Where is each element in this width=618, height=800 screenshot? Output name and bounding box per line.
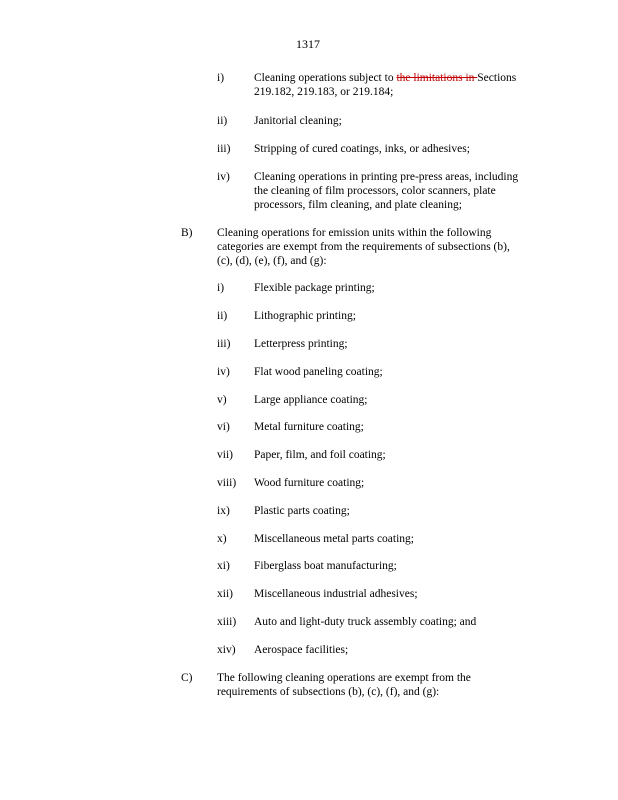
item-marker: xiv) bbox=[217, 644, 236, 656]
section-text-line: Cleaning operations for emission units within the following bbox=[217, 227, 492, 239]
deleted-text: the limitations in bbox=[396, 72, 478, 84]
section-text-line: categories are exempt from the requirements of subsections (b), bbox=[217, 241, 510, 253]
item-marker: v) bbox=[217, 394, 227, 406]
item-text: Metal furniture coating; bbox=[254, 421, 364, 433]
item-marker: xi) bbox=[217, 560, 230, 572]
item-text: Aerospace facilities; bbox=[254, 644, 349, 656]
item-marker: vi) bbox=[217, 421, 230, 433]
section-text-line: The following cleaning operations are exempt from the bbox=[217, 672, 471, 684]
item-marker: xiii) bbox=[217, 616, 237, 628]
item-text-line: Janitorial cleaning; bbox=[254, 115, 342, 127]
item-text: Miscellaneous industrial adhesives; bbox=[254, 588, 418, 600]
item-text-line bbox=[254, 72, 516, 85]
item-text: Flat wood paneling coating; bbox=[254, 366, 383, 378]
item-marker: iii) bbox=[217, 338, 231, 350]
item-marker: iv) bbox=[217, 366, 230, 378]
item-marker: ix) bbox=[217, 505, 230, 517]
item-marker: vii) bbox=[217, 449, 233, 461]
item-text: Miscellaneous metal parts coating; bbox=[254, 533, 414, 545]
section-marker: B) bbox=[181, 227, 193, 239]
item-text-line: Cleaning operations in printing pre-press areas, including bbox=[254, 171, 519, 183]
section-text-line: requirements of subsections (b), (c), (f), and (g): bbox=[217, 686, 440, 698]
item-text-end: Sections bbox=[477, 72, 517, 84]
item-text-start: Cleaning operations subject to bbox=[254, 72, 397, 84]
item-marker: ii) bbox=[217, 310, 228, 322]
item-marker: i) bbox=[217, 282, 225, 294]
item-marker: viii) bbox=[217, 477, 237, 489]
item-text-line: processors, film cleaning, and plate cleaning; bbox=[254, 199, 462, 211]
page-number: 1317 bbox=[296, 37, 320, 51]
item-marker: iv) bbox=[217, 171, 230, 183]
item-marker: i) bbox=[217, 72, 225, 84]
item-text: Fiberglass boat manufacturing; bbox=[254, 560, 397, 572]
item-marker: x) bbox=[217, 533, 227, 545]
item-text-line: the cleaning of film processors, color scanners, plate bbox=[254, 185, 496, 197]
section-text-line: (c), (d), (e), (f), and (g): bbox=[217, 255, 327, 267]
item-text: Lithographic printing; bbox=[254, 310, 356, 322]
item-text: Letterpress printing; bbox=[254, 338, 348, 350]
item-marker: ii) bbox=[217, 115, 228, 127]
item-marker: xii) bbox=[217, 588, 233, 600]
item-text: Large appliance coating; bbox=[254, 394, 368, 406]
item-marker: iii) bbox=[217, 143, 231, 155]
item-text: Auto and light-duty truck assembly coating; and bbox=[254, 616, 477, 628]
item-text: Plastic parts coating; bbox=[254, 505, 350, 517]
item-text: Flexible package printing; bbox=[254, 282, 375, 294]
item-text: Paper, film, and foil coating; bbox=[254, 449, 386, 461]
section-marker: C) bbox=[181, 672, 193, 684]
item-text: Wood furniture coating; bbox=[254, 477, 365, 489]
item-text-line: 219.182, 219.183, or 219.184; bbox=[254, 86, 394, 98]
item-text-line: Stripping of cured coatings, inks, or adhesives; bbox=[254, 143, 470, 155]
